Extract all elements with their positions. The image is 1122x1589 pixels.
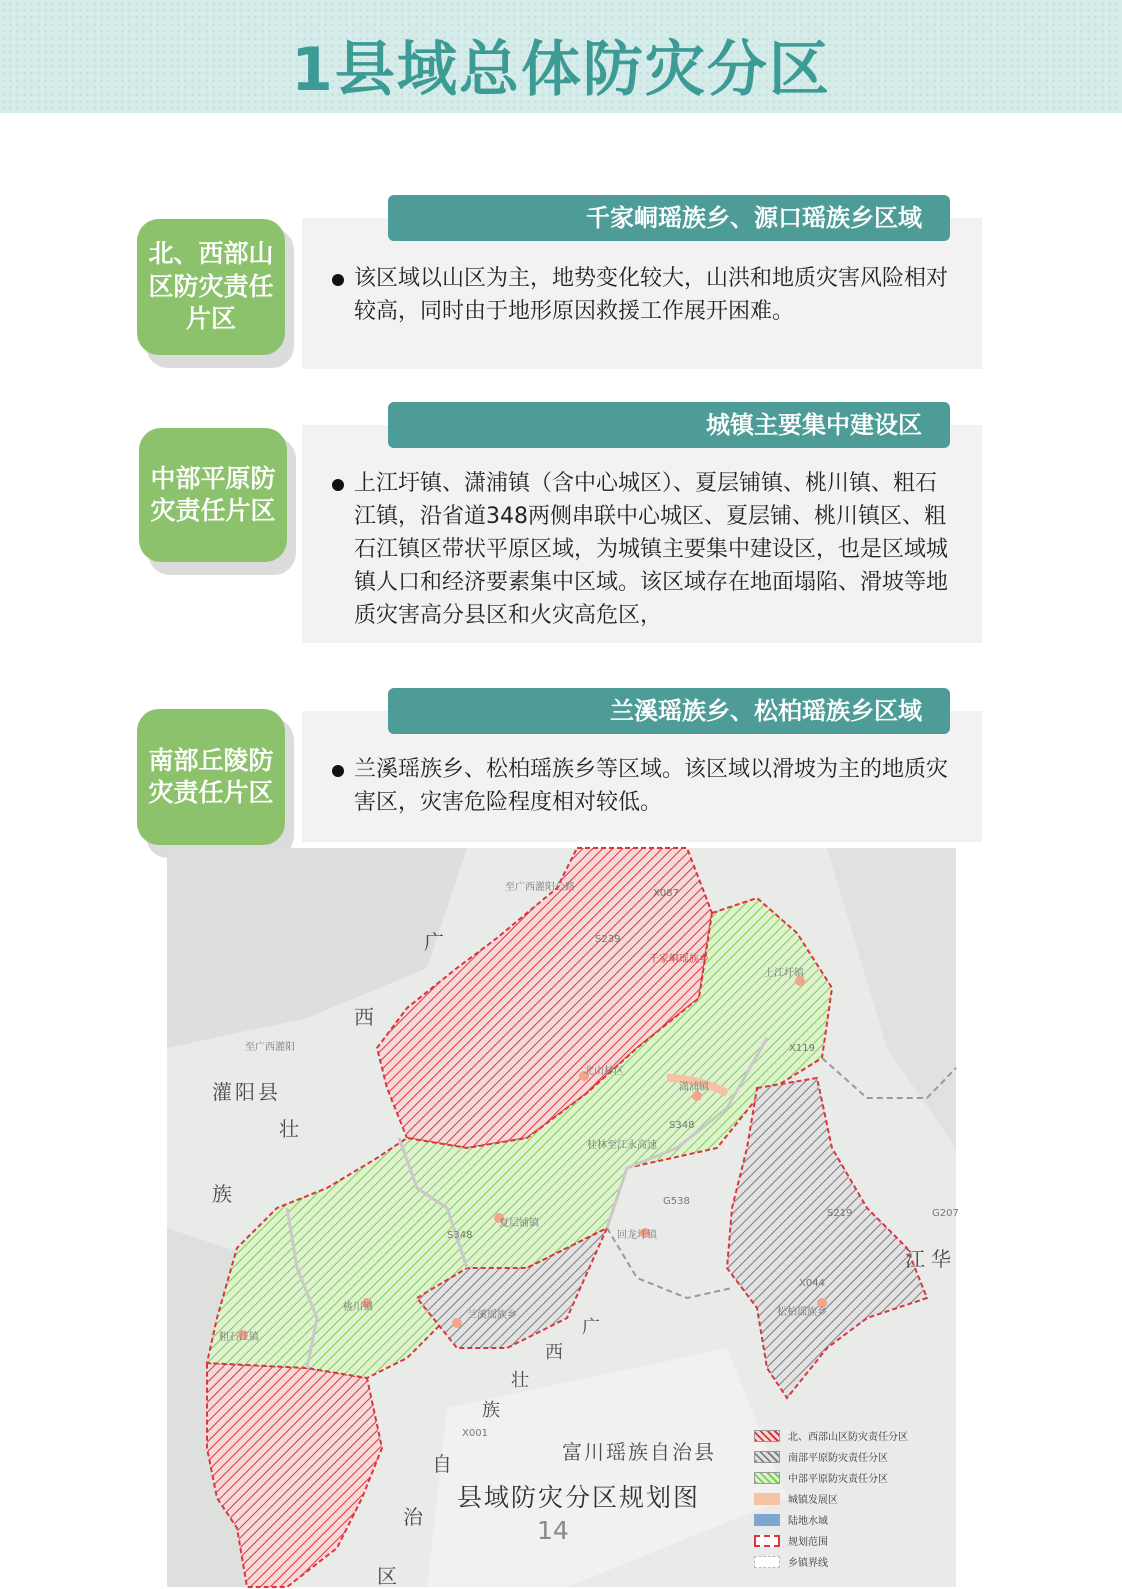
zone-badge-central: 中部平原防灾责任片区: [139, 428, 287, 562]
zone-desc-text: 兰溪瑶族乡、松柏瑶族乡等区域。该区域以滑坡为主的地质灾害区，灾害危险程度相对较低。: [354, 757, 949, 815]
label-qu: 区: [377, 1564, 397, 1588]
legend-item: [754, 1551, 944, 1572]
page-number: 14: [537, 1516, 569, 1545]
town-label-xiacengpu: 夏层铺镇: [499, 1218, 539, 1229]
town-label-qianjiadong: 千家峒瑶族乡: [649, 954, 709, 965]
road-label: X001: [462, 1428, 488, 1439]
zoning-map: [167, 848, 959, 1588]
map-legend: [754, 1425, 944, 1572]
zone-desc-text: 该区域以山区为主，地势变化较大，山洪和地质灾害风险相对较高，同时由于地形原因救援工作展开困难。: [354, 266, 949, 324]
label-zhuang: 壮: [279, 1117, 299, 1141]
road-label: G207: [932, 1208, 959, 1219]
zone-bar-south: 兰溪瑶族乡、松柏瑶族乡区域: [388, 688, 950, 734]
zone-badge-north-west: 北、西部山区防灾责任片区: [137, 219, 285, 355]
town-label-beishan: 北山林区: [584, 1066, 624, 1077]
town-label-cushijiang: 粗石江镇: [219, 1332, 259, 1343]
label-zu2: 族: [482, 1400, 500, 1421]
page-title: 1县域总体防灾分区: [291, 35, 831, 105]
town-label-taochuan: 桃川镇: [343, 1302, 373, 1313]
legend-item: [754, 1488, 944, 1509]
zone-desc-text: 上江圩镇、潇浦镇（含中心城区）、夏层铺镇、桃川镇、粗石江镇，沿省道348两侧串联中心城区、夏层铺、桃川镇区、粗石江镇区带状平原区域，为城镇主要集中建设区，也是区域城镇人口和经济要素集中区域。该区域存在地面塌陷、滑坡等地质灾害高分县区和火灾高危区，: [354, 471, 949, 628]
town-label-xiaopu: 潇浦镇: [679, 1082, 709, 1093]
town-label-lanxi: 兰溪瑶族乡: [467, 1310, 517, 1321]
label-xi2: 西: [545, 1342, 563, 1363]
legend-swatch: [754, 1556, 780, 1568]
label-zhuang2: 壮: [511, 1370, 529, 1391]
legend-item: [754, 1446, 944, 1467]
legend-label: 城镇发展区: [788, 1495, 838, 1506]
bullet-dot: [332, 274, 344, 286]
map-title: 县域防灾分区规划图: [457, 1483, 701, 1512]
label-guang: 广: [424, 930, 444, 954]
road-label: S239: [595, 934, 621, 945]
town-label-shangjiangxu: 上江圩镇: [764, 968, 804, 979]
legend-item: [754, 1467, 944, 1488]
legend-swatch: [754, 1514, 780, 1526]
label-hua: 华: [931, 1247, 951, 1271]
road-label: 至广西灌阳: [245, 1042, 295, 1053]
label-guang2: 广: [582, 1317, 600, 1338]
legend-item: [754, 1425, 944, 1446]
bullet-dot: [332, 765, 344, 777]
header-banner: [0, 0, 1122, 113]
road-label: 桂林至江永高速: [587, 1140, 657, 1151]
road-label: X044: [799, 1278, 825, 1289]
town-label-huilongxu: 回龙圩镇: [617, 1230, 657, 1241]
zone-desc-south: [354, 753, 954, 819]
road-label: S219: [827, 1208, 853, 1219]
label-xi: 西: [354, 1005, 374, 1029]
label-zu: 族: [212, 1182, 232, 1206]
road-label: S348: [447, 1230, 473, 1241]
legend-label: 北、西部山区防灾责任分区: [788, 1432, 908, 1443]
legend-label: 规划范围: [788, 1537, 828, 1548]
road-label: X087: [653, 888, 679, 899]
legend-label: 陆地水域: [788, 1516, 828, 1527]
label-zhi: 治: [403, 1505, 423, 1529]
label-fuchuan: 富川瑶族自治县: [562, 1440, 716, 1464]
town-dot: [452, 1318, 462, 1328]
legend-item: [754, 1509, 944, 1530]
road-label: 至广西灌阳公路: [505, 882, 575, 893]
zone-badge-south: 南部丘陵防灾责任片区: [137, 709, 285, 845]
road-label: G538: [663, 1196, 690, 1207]
zone-desc-north-west: [354, 262, 954, 328]
town-label-songbai: 松柏瑶族乡: [777, 1307, 827, 1318]
zone-desc-central: [354, 467, 954, 632]
legend-swatch: [754, 1535, 780, 1547]
road-label: X119: [789, 1043, 815, 1054]
road-label: S348: [669, 1120, 695, 1131]
legend-swatch: [754, 1493, 780, 1505]
label-zi: 自: [432, 1452, 452, 1476]
label-jiang: 江: [905, 1247, 925, 1271]
legend-swatch: [754, 1430, 780, 1442]
legend-swatch: [754, 1472, 780, 1484]
zone-bar-north-west: 千家峒瑶族乡、源口瑶族乡区域: [388, 195, 950, 241]
legend-label: 南部平原防灾责任分区: [788, 1453, 888, 1464]
legend-label: 中部平原防灾责任分区: [788, 1474, 888, 1485]
legend-swatch: [754, 1451, 780, 1463]
zone-bar-central: 城镇主要集中建设区: [388, 402, 950, 448]
legend-label: 乡镇界线: [788, 1558, 828, 1569]
legend-item: [754, 1530, 944, 1551]
bullet-dot: [332, 479, 344, 491]
label-guanyang: 灌阳县: [212, 1080, 281, 1104]
